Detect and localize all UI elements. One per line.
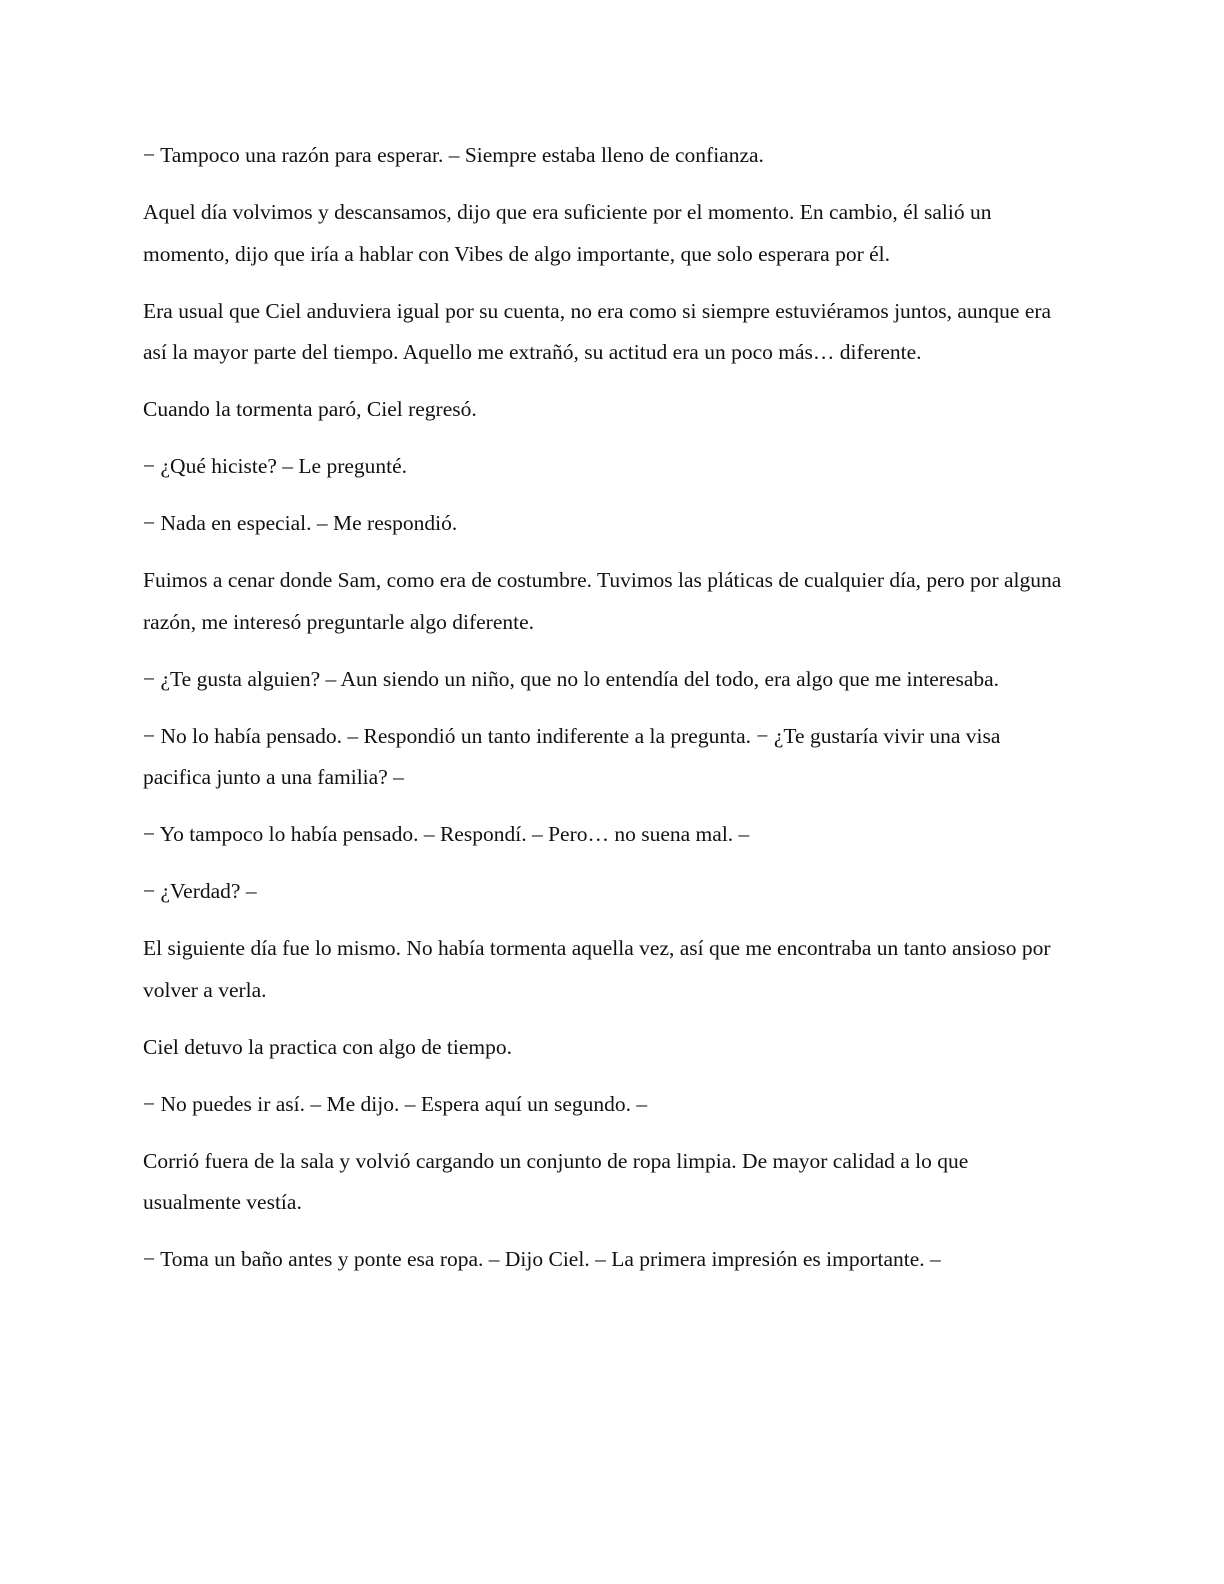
paragraph: El siguiente día fue lo mismo. No había tormenta aquella vez, así que me encontraba un tanto ansioso por volver a verla.	[143, 936, 1051, 1002]
paragraph: − Yo tampoco lo había pensado. – Respondí. – Pero… no suena mal. –	[143, 822, 750, 846]
paragraph: Era usual que Ciel anduviera igual por su cuenta, no era como si siempre estuviéramos juntos, aunque era así la mayor parte del tiempo. Aquello me extrañó, su actitud era un poco más… diferente.	[143, 298, 1052, 364]
paragraph: − Nada en especial. – Me respondió.	[143, 511, 458, 535]
paragraph: − Tampoco una razón para esperar. – Siempre estaba lleno de confianza.	[143, 143, 764, 167]
paragraph: − Toma un baño antes y ponte esa ropa. – Dijo Ciel. – La primera impresión es importante. –	[143, 1247, 941, 1271]
paragraph: Ciel detuvo la practica con algo de tiempo.	[143, 1034, 512, 1059]
paragraph: Fuimos a cenar donde Sam, como era de costumbre. Tuvimos las pláticas de cualquier día, pero por alguna razón, me interesó preguntarle algo diferente.	[143, 568, 1062, 634]
paragraph: Aquel día volvimos y descansamos, dijo que era suficiente por el momento. En cambio, él salió un momento, dijo que iría a hablar con Vibes de algo importante, que solo esperara por él.	[143, 200, 992, 266]
paragraph: − ¿Te gusta alguien? – Aun siendo un niño, que no lo entendía del todo, era algo que me interesaba.	[143, 666, 1000, 691]
paragraph: − ¿Qué hiciste? – Le pregunté.	[143, 454, 408, 478]
paragraph: Cuando la tormenta paró, Ciel regresó.	[143, 397, 477, 421]
paragraph: − No puedes ir así. – Me dijo. – Espera aquí un segundo. –	[143, 1091, 648, 1116]
paragraph: − No lo había pensado. – Respondió un tanto indiferente a la pregunta. − ¿Te gustaría vivir una visa pacifica junto a una familia? –	[143, 723, 1001, 789]
paragraph: Corrió fuera de la sala y volvió cargando un conjunto de ropa limpia. De mayor calidad a lo que usualmente vestía.	[143, 1148, 969, 1214]
document-page	[143, 135, 1068, 1296]
paragraph: − ¿Verdad? –	[143, 879, 257, 903]
